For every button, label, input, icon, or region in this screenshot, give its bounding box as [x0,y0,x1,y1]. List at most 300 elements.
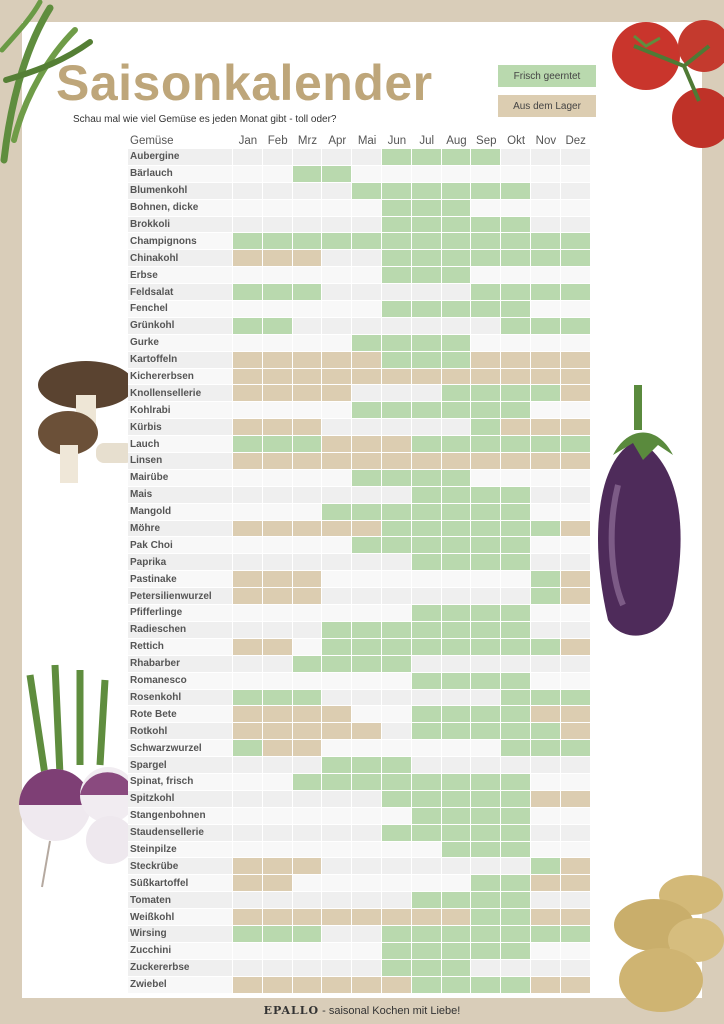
season-cell-empty [531,301,561,318]
table-row [128,571,591,588]
season-cell-fresh [322,622,352,639]
season-cell-stored [531,875,561,892]
season-cell-empty [293,504,323,521]
vegetable-name: Gurke [128,335,233,352]
season-cell-empty [531,656,561,673]
season-cell-fresh [412,554,442,571]
season-cell-stored [531,706,561,723]
season-cell-fresh [412,723,442,740]
vegetable-name: Rettich [128,639,233,656]
vegetable-name: Knollensellerie [128,385,233,402]
season-cell-empty [561,537,591,554]
season-cell-empty [263,622,293,639]
season-cell-fresh [531,284,561,301]
table-row [128,554,591,571]
season-cell-stored [263,385,293,402]
season-cell-fresh [352,639,382,656]
table-row [128,453,591,470]
season-cell-empty [233,943,263,960]
season-cell-stored [501,419,531,436]
season-cell-empty [471,166,501,183]
table-row [128,740,591,757]
season-cell-empty [352,284,382,301]
season-cell-stored [263,419,293,436]
season-cell-fresh [501,825,531,842]
season-cell-fresh [471,622,501,639]
season-cell-fresh [501,774,531,791]
season-cell-empty [531,166,561,183]
season-cell-stored [561,875,591,892]
vegetable-name: Romanesco [128,673,233,690]
season-cell-fresh [442,774,472,791]
season-cell-empty [233,200,263,217]
season-cell-empty [352,605,382,622]
page-title: Saisonkalender [56,55,433,111]
season-cell-fresh [293,284,323,301]
season-cell-empty [352,858,382,875]
season-cell-empty [263,791,293,808]
table-row [128,690,591,707]
season-cell-empty [263,267,293,284]
month-header: Mrz [297,134,318,147]
season-cell-fresh [501,284,531,301]
season-cell-stored [322,385,352,402]
season-cell-stored [293,740,323,757]
season-cell-empty [322,808,352,825]
season-cell-stored [412,453,442,470]
season-cell-fresh [501,554,531,571]
season-cell-fresh [293,166,323,183]
season-cell-empty [322,858,352,875]
season-cell-stored [263,858,293,875]
season-cell-fresh [501,622,531,639]
season-cell-empty [382,385,412,402]
season-cell-fresh [352,233,382,250]
eggplant-icon [588,385,688,640]
season-cell-stored [263,250,293,267]
season-cell-empty [531,842,561,859]
season-cell-empty [322,200,352,217]
season-cell-fresh [471,250,501,267]
table-row [128,537,591,554]
season-cell-empty [293,875,323,892]
season-cell-fresh [322,166,352,183]
season-cell-empty [531,605,561,622]
season-cell-empty [322,842,352,859]
season-cell-fresh [352,774,382,791]
season-cell-empty [382,706,412,723]
season-cell-empty [352,926,382,943]
season-cell-empty [442,656,472,673]
season-cell-fresh [442,537,472,554]
season-cell-stored [561,706,591,723]
season-cell-empty [233,757,263,774]
month-header: Mai [357,134,377,147]
season-cell-empty [561,825,591,842]
season-cell-empty [233,537,263,554]
season-cell-empty [382,875,412,892]
season-cell-empty [293,537,323,554]
season-cell-empty [263,808,293,825]
season-cell-fresh [442,352,472,369]
season-cell-fresh [442,335,472,352]
season-cell-empty [293,943,323,960]
season-cell-stored [442,369,472,386]
season-cell-empty [322,217,352,234]
season-cell-stored [561,521,591,538]
vegetable-name: Kohlrabi [128,402,233,419]
season-cell-fresh [531,740,561,757]
vegetable-name: Zuckererbse [128,960,233,977]
season-cell-fresh [471,436,501,453]
vegetable-name: Weißkohl [128,909,233,926]
season-cell-stored [352,977,382,994]
season-cell-fresh [412,470,442,487]
season-cell-empty [293,318,323,335]
season-cell-stored [352,909,382,926]
season-cell-fresh [412,943,442,960]
season-cell-empty [442,419,472,436]
season-cell-fresh [442,605,472,622]
season-cell-fresh [382,470,412,487]
season-cell-empty [531,183,561,200]
season-cell-empty [233,487,263,504]
season-cell-stored [501,352,531,369]
season-cell-empty [531,200,561,217]
season-cell-empty [531,537,561,554]
table-row [128,977,591,994]
season-cell-fresh [412,960,442,977]
season-cell-fresh [412,977,442,994]
season-cell-empty [322,875,352,892]
season-cell-fresh [501,233,531,250]
season-cell-fresh [382,960,412,977]
season-cell-empty [531,892,561,909]
season-cell-fresh [442,470,472,487]
season-cell-fresh [501,436,531,453]
potatoes-icon [606,855,724,1020]
month-header: Jan [238,134,258,147]
season-cell-empty [382,571,412,588]
season-cell-stored [263,369,293,386]
season-cell-fresh [471,504,501,521]
season-cell-stored [233,977,263,994]
month-header: Feb [267,134,288,147]
season-cell-empty [471,690,501,707]
season-cell-fresh [382,301,412,318]
season-cell-empty [382,554,412,571]
season-cell-stored [233,250,263,267]
season-cell-fresh [352,622,382,639]
season-cell-empty [293,892,323,909]
season-cell-fresh [531,926,561,943]
season-cell-fresh [471,402,501,419]
vegetable-name: Wirsing [128,926,233,943]
season-cell-empty [263,960,293,977]
season-cell-empty [531,774,561,791]
season-cell-empty [322,892,352,909]
season-cell-fresh [471,791,501,808]
season-cell-fresh [471,673,501,690]
season-cell-stored [352,453,382,470]
season-cell-fresh [501,690,531,707]
season-cell-fresh [501,943,531,960]
season-cell-stored [382,977,412,994]
season-cell-empty [561,757,591,774]
season-cell-fresh [263,926,293,943]
season-cell-empty [531,825,561,842]
season-cell-empty [352,166,382,183]
vegetable-name: Zucchini [128,943,233,960]
season-cell-fresh [442,521,472,538]
season-cell-fresh [531,250,561,267]
season-cell-empty [352,808,382,825]
vegetable-name: Grünkohl [128,318,233,335]
table-row [128,926,591,943]
season-cell-empty [322,571,352,588]
table-row [128,233,591,250]
season-cell-empty [412,842,442,859]
table-row [128,166,591,183]
season-cell-empty [233,166,263,183]
season-cell-stored [293,521,323,538]
season-cell-fresh [471,639,501,656]
season-cell-fresh [501,605,531,622]
season-cell-empty [352,301,382,318]
season-cell-empty [412,656,442,673]
season-cell-fresh [561,740,591,757]
season-cell-fresh [233,318,263,335]
season-cell-stored [322,977,352,994]
season-cell-empty [263,301,293,318]
season-cell-stored [531,791,561,808]
season-cell-empty [322,960,352,977]
season-cell-empty [263,335,293,352]
season-cell-empty [442,690,472,707]
season-cell-stored [293,352,323,369]
season-cell-fresh [382,622,412,639]
season-cell-fresh [561,690,591,707]
season-cell-empty [263,656,293,673]
season-cell-empty [352,318,382,335]
season-cell-empty [322,554,352,571]
table-row [128,217,591,234]
season-cell-fresh [442,402,472,419]
season-cell-fresh [263,284,293,301]
season-cell-empty [322,301,352,318]
season-cell-fresh [531,588,561,605]
season-cell-fresh [531,318,561,335]
month-header: Jul [419,134,435,147]
season-cell-stored [233,453,263,470]
season-cell-fresh [412,673,442,690]
season-cell-empty [531,149,561,166]
season-cell-stored [352,352,382,369]
season-cell-empty [322,284,352,301]
season-cell-fresh [442,977,472,994]
season-cell-fresh [471,537,501,554]
month-header: Nov [535,134,557,147]
season-cell-fresh [293,436,323,453]
season-cell-empty [233,335,263,352]
season-cell-fresh [412,487,442,504]
season-cell-empty [263,943,293,960]
season-cell-fresh [561,436,591,453]
season-cell-empty [561,470,591,487]
season-cell-empty [561,267,591,284]
season-cell-stored [233,588,263,605]
season-cell-empty [263,673,293,690]
season-cell-empty [531,267,561,284]
season-cell-stored [561,369,591,386]
season-cell-fresh [501,706,531,723]
season-cell-empty [382,858,412,875]
season-cell-fresh [412,639,442,656]
season-cell-empty [233,791,263,808]
season-cell-stored [322,909,352,926]
season-cell-fresh [442,183,472,200]
season-cell-stored [263,723,293,740]
season-cell-stored [293,909,323,926]
season-cell-fresh [501,318,531,335]
season-cell-empty [382,605,412,622]
season-cell-fresh [471,385,501,402]
season-cell-fresh [382,504,412,521]
table-row [128,639,591,656]
table-row [128,605,591,622]
season-cell-fresh [233,740,263,757]
season-cell-stored [501,453,531,470]
season-cell-empty [293,487,323,504]
season-cell-empty [322,470,352,487]
season-cell-fresh [382,791,412,808]
table-row [128,791,591,808]
season-cell-fresh [442,723,472,740]
season-cell-empty [233,774,263,791]
season-cell-stored [263,875,293,892]
table-row [128,960,591,977]
season-cell-empty [561,301,591,318]
table-row [128,419,591,436]
table-row [128,436,591,453]
table-body [128,149,591,994]
season-cell-fresh [471,149,501,166]
season-cell-empty [561,487,591,504]
season-cell-fresh [471,943,501,960]
season-cell-empty [561,622,591,639]
season-cell-empty [561,774,591,791]
vegetable-name: Lauch [128,436,233,453]
season-cell-fresh [471,301,501,318]
season-cell-fresh [382,521,412,538]
season-cell-empty [293,639,323,656]
season-cell-fresh [412,622,442,639]
brand-logo: EPALLO [263,1004,320,1017]
season-cell-stored [322,453,352,470]
season-cell-empty [442,284,472,301]
vegetable-name: Linsen [128,453,233,470]
season-cell-stored [531,419,561,436]
season-cell-empty [352,419,382,436]
season-cell-fresh [471,233,501,250]
season-cell-stored [531,369,561,386]
season-cell-empty [471,470,501,487]
season-cell-fresh [412,149,442,166]
season-cell-empty [352,673,382,690]
season-cell-fresh [412,267,442,284]
season-cell-fresh [501,504,531,521]
season-cell-empty [382,892,412,909]
season-cell-stored [322,352,352,369]
season-cell-empty [263,605,293,622]
season-cell-stored [233,858,263,875]
season-cell-fresh [382,825,412,842]
season-cell-empty [293,183,323,200]
table-row [128,774,591,791]
season-cell-stored [531,352,561,369]
season-cell-empty [412,419,442,436]
season-cell-empty [412,740,442,757]
season-cell-stored [293,250,323,267]
season-cell-fresh [442,385,472,402]
season-cell-stored [412,369,442,386]
vegetable-name: Mairübe [128,470,233,487]
season-cell-stored [293,385,323,402]
season-cell-empty [352,267,382,284]
vegetable-name: Chinakohl [128,250,233,267]
season-cell-empty [531,487,561,504]
season-cell-empty [233,554,263,571]
season-cell-fresh [471,842,501,859]
season-cell-empty [471,335,501,352]
season-cell-fresh [531,233,561,250]
vegetable-name: Rhabarber [128,656,233,673]
season-cell-empty [382,588,412,605]
table-row [128,470,591,487]
season-cell-fresh [382,943,412,960]
season-cell-fresh [293,656,323,673]
table-row [128,149,591,166]
season-cell-stored [263,639,293,656]
season-cell-fresh [501,842,531,859]
season-cell-stored [561,977,591,994]
season-cell-empty [233,402,263,419]
season-cell-empty [412,318,442,335]
season-cell-fresh [471,217,501,234]
season-cell-empty [352,200,382,217]
vegetable-name: Paprika [128,554,233,571]
season-cell-fresh [531,385,561,402]
table-row [128,521,591,538]
table-row [128,588,591,605]
table-row [128,892,591,909]
season-calendar-table [128,132,591,994]
season-cell-empty [233,960,263,977]
season-cell-fresh [322,504,352,521]
legend-stored: Aus dem Lager [498,95,596,117]
season-cell-stored [263,352,293,369]
season-cell-empty [352,706,382,723]
season-cell-empty [382,723,412,740]
season-cell-stored [263,740,293,757]
season-cell-empty [442,740,472,757]
season-cell-fresh [263,318,293,335]
season-cell-fresh [293,926,323,943]
season-cell-empty [233,470,263,487]
season-cell-fresh [531,858,561,875]
season-cell-empty [412,284,442,301]
season-cell-empty [293,791,323,808]
